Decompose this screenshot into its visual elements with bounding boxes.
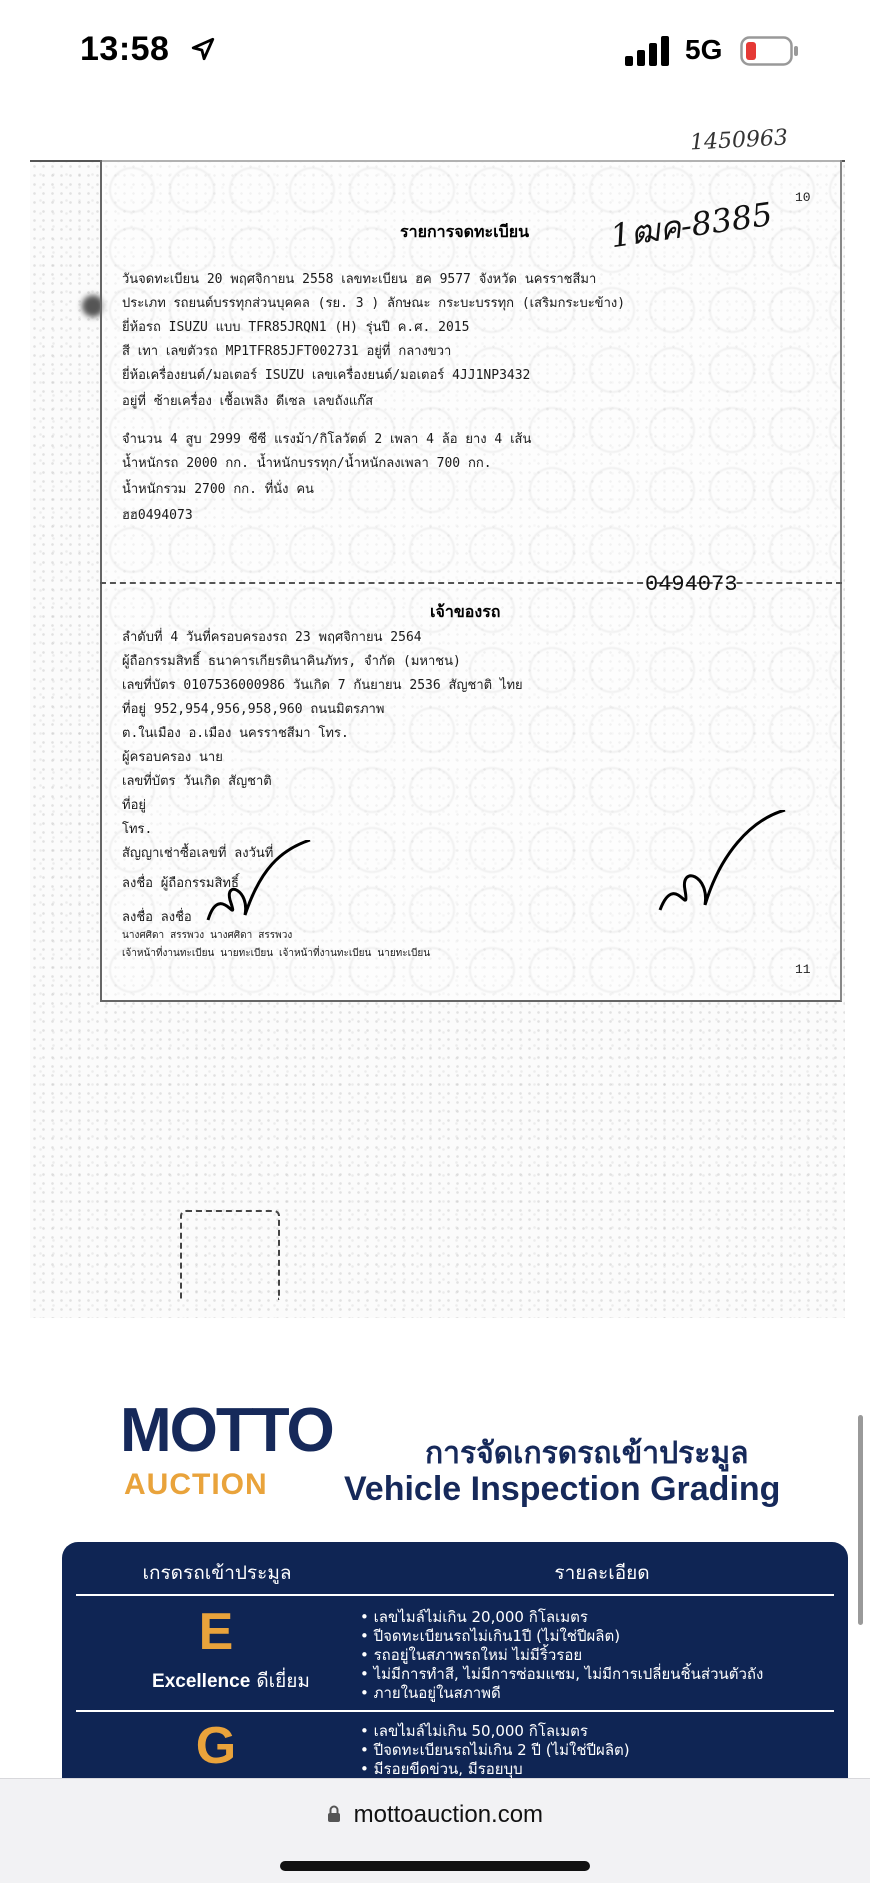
grade-name-en: Excellence bbox=[152, 1671, 251, 1692]
owner-line: เจ้าหน้าที่งานทะเบียน นายทะเบียน เจ้าหน้าที่งานทะเบียน นายทะเบียน bbox=[122, 948, 431, 959]
owner-line: ที่อยู่ 952,954,956,958,960 ถนนมิตรภาพ bbox=[122, 702, 385, 717]
document-serial: 0494073 bbox=[645, 572, 738, 597]
handwritten-plate-number: 1ฒค-8385 bbox=[608, 194, 775, 256]
grade-name-th: ดีเยี่ยม bbox=[256, 1670, 310, 1692]
grade-detail-item: • ปีจดทะเบียนรถไม่เกิน 2 ปี (ไม่ใช่ปีผลิต) bbox=[360, 1741, 630, 1760]
grade-table bbox=[62, 1542, 848, 1782]
auction-logo-text: AUCTION bbox=[124, 1468, 268, 1501]
status-time: 13:58 bbox=[80, 30, 170, 68]
grade-detail-item: • ปีจดทะเบียนรถไม่เกิน1ปี (ไม่ใช่ปีผลิต) bbox=[360, 1627, 763, 1646]
header-divider bbox=[76, 1594, 834, 1596]
owner-line: เลขที่บัตร วันเกิด สัญชาติ bbox=[122, 774, 272, 789]
doc-line: ฮฮ0494073 bbox=[122, 508, 193, 523]
column-header-details: รายละเอียด bbox=[554, 1562, 650, 1584]
grading-infographic bbox=[0, 1340, 870, 1780]
owner-line: ลงชื่อ ลงชื่อ bbox=[122, 910, 192, 925]
column-header-grade: เกรดรถเข้าประมูล bbox=[142, 1562, 292, 1584]
grade-letter: E bbox=[198, 1603, 234, 1661]
home-indicator[interactable] bbox=[280, 1861, 590, 1871]
owner-line: โทร. bbox=[122, 822, 153, 837]
motto-logo: MOTTO bbox=[120, 1396, 333, 1465]
doc-line: จำนวน 4 สูบ 2999 ซีซี แรงม้า/กิโลวัตต์ 2 เพลา 4 ล้อ ยาง 4 เส้น bbox=[122, 432, 532, 447]
document-title: รายการจดทะเบียน bbox=[400, 222, 530, 241]
heading-english: Vehicle Inspection Grading bbox=[344, 1470, 781, 1508]
url-text: mottoauction.com bbox=[353, 1801, 544, 1828]
network-type: 5G bbox=[685, 34, 723, 65]
doc-line: ประเภท รถยนต์บรรทุกส่วนบุคคล (รย. 3 ) ลักษณะ กระบะบรรทุก (เสริมกระบะข้าง) bbox=[122, 296, 626, 311]
grade-details-list bbox=[360, 1608, 763, 1703]
doc-line: น้ำหนักรวม 2700 กก. ที่นั่ง คน bbox=[122, 482, 314, 497]
grade-detail-item: • ไม่มีการทำสี, ไม่มีการซ่อมแซม, ไม่มีการเปลี่ยนชิ้นส่วนตัวถัง bbox=[360, 1665, 763, 1684]
grade-detail-item: • เลขไมล์ไม่เกิน 20,000 กิโลเมตร bbox=[360, 1608, 763, 1627]
owner-line: ผู้ถือกรรมสิทธิ์ ธนาคารเกียรตินาคินภัทร, จำกัด (มหาชน) bbox=[122, 654, 461, 669]
cellular-signal-icon bbox=[625, 36, 673, 66]
page-number-bottom: 11 bbox=[795, 962, 811, 977]
grade-name bbox=[116, 1666, 346, 1696]
doc-line: น้ำหนักรถ 2000 กก. น้ำหนักบรรทุก/น้ำหนักลงเพลา 700 กก. bbox=[122, 456, 492, 471]
page-number-top: 10 bbox=[795, 190, 811, 205]
signature-right bbox=[650, 810, 790, 930]
signature-left bbox=[200, 840, 320, 940]
grade-detail-item: • เลขไมล์ไม่เกิน 50,000 กิโลเมตร bbox=[360, 1722, 630, 1741]
doc-line: วันจดทะเบียน 20 พฤศจิกายน 2558 เลขทะเบียน ฮค 9577 จังหวัด นครราชสีมา bbox=[122, 272, 597, 287]
grade-detail-item: • มีรอยขีดข่วน, มีรอยบุบ bbox=[360, 1760, 630, 1779]
doc-line: อยู่ที่ ซ้ายเครื่อง เชื้อเพลิง ดีเซล เลขถังแก๊ส bbox=[122, 394, 374, 409]
battery-low-icon bbox=[740, 36, 800, 66]
grade-details-list bbox=[360, 1722, 630, 1779]
owner-line: นางศศิดา สรรพวง นางศศิดา สรรพวง bbox=[122, 930, 293, 941]
heading-thai: การจัดเกรดรถเข้าประมูล bbox=[425, 1436, 749, 1471]
document-reference-number: 1450963 bbox=[689, 125, 789, 156]
url-field[interactable] bbox=[0, 1801, 870, 1830]
owner-line: สัญญาเช่าซื้อเลขที่ ลงวันที่ bbox=[122, 846, 274, 861]
doc-line: สี เทา เลขตัวรถ MP1TFR85JFT002731 อยู่ที่ กลางขวา bbox=[122, 344, 452, 359]
owner-line: ต.ในเมือง อ.เมือง นครราชสีมา โทร. bbox=[122, 726, 349, 741]
owner-section-title: เจ้าของรถ bbox=[430, 602, 501, 621]
owner-line: ที่อยู่ bbox=[122, 798, 146, 813]
page-scrollbar[interactable] bbox=[858, 1415, 863, 1625]
owner-line: เลขที่บัตร 0107536000986 วันเกิด 7 กันยายน 2536 สัญชาติ ไทย bbox=[122, 678, 523, 693]
row-divider bbox=[76, 1710, 834, 1712]
location-arrow-icon bbox=[190, 36, 216, 66]
doc-line: ยี่ห้อเครื่องยนต์/มอเตอร์ ISUZU เลขเครื่องยนต์/มอเตอร์ 4JJ1NP3432 bbox=[122, 368, 531, 383]
scan-artifact bbox=[180, 1210, 280, 1300]
lock-icon bbox=[327, 1802, 341, 1830]
status-bar bbox=[0, 0, 870, 104]
owner-line: ผู้ครอบครอง นาย bbox=[122, 750, 223, 765]
grade-letter: G bbox=[195, 1717, 237, 1775]
owner-line: ลงชื่อ ผู้ถือกรรมสิทธิ์ bbox=[122, 876, 239, 891]
owner-line: ลำดับที่ 4 วันที่ครอบครองรถ 23 พฤศจิกายน 2564 bbox=[122, 630, 422, 645]
grade-detail-item: • รถอยู่ในสภาพรถใหม่ ไม่มีริ้วรอย bbox=[360, 1646, 763, 1665]
browser-address-bar[interactable] bbox=[0, 1778, 870, 1883]
registration-document-image bbox=[30, 120, 845, 1320]
grade-detail-item: • ภายในอยู่ในสภาพดี bbox=[360, 1684, 763, 1703]
doc-line: ยี่ห้อรถ ISUZU แบบ TFR85JRQN1 (H) รุ่นปี ค.ศ. 2015 bbox=[122, 320, 470, 335]
